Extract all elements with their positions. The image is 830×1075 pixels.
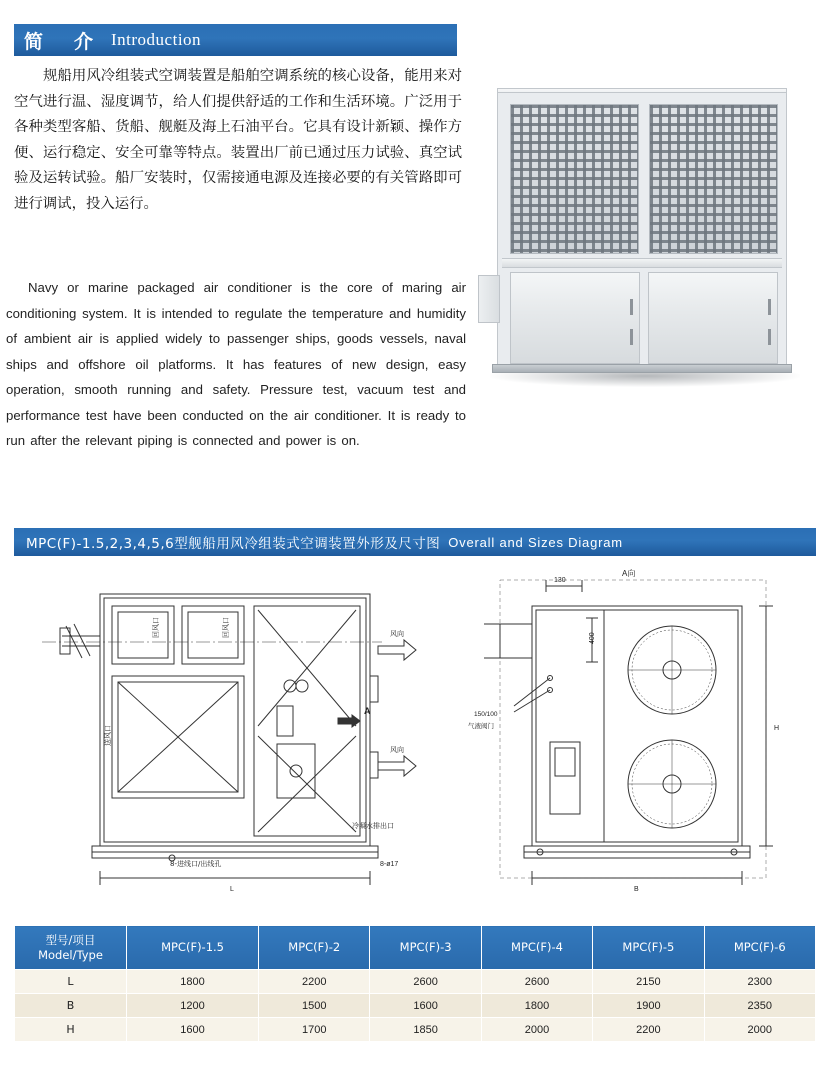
table-header-mpc-2: MPC(F)-2 — [259, 926, 370, 970]
cell-l-3: 2600 — [370, 970, 481, 994]
door-handle-icon — [768, 299, 771, 315]
table-header-row — [15, 926, 816, 970]
cell-h-3: 1850 — [370, 1018, 481, 1042]
cell-l-5: 2150 — [593, 970, 704, 994]
svg-text:风向: 风向 — [390, 630, 404, 638]
table-header-mpc-4: MPC(F)-4 — [481, 926, 592, 970]
svg-text:回风口: 回风口 — [152, 617, 160, 638]
dimensions-table — [14, 925, 816, 1042]
diagram-header-cn: MPC(F)-1.5,2,3,4,5,6型舰船用风冷组装式空调装置外形及尺寸图 — [26, 536, 441, 552]
intro-header-en: Introduction — [111, 30, 202, 49]
cell-b-6: 2350 — [704, 994, 815, 1018]
svg-text:气液阀门: 气液阀门 — [468, 722, 494, 730]
unit-door-right — [648, 272, 778, 364]
cell-b-4: 1800 — [481, 994, 592, 1018]
svg-text:风向: 风向 — [390, 746, 404, 754]
table-row — [15, 970, 816, 994]
svg-text:A向: A向 — [622, 569, 636, 578]
table-row — [15, 994, 816, 1018]
unit-door-left — [510, 272, 640, 364]
svg-text:8-ø17: 8-ø17 — [380, 861, 399, 868]
intro-section-header — [14, 24, 457, 56]
cell-b-3: 1600 — [370, 994, 481, 1018]
svg-text:H: H — [774, 725, 780, 732]
cell-h-6: 2000 — [704, 1018, 815, 1042]
unit-grille-right — [649, 104, 778, 254]
svg-text:150/100: 150/100 — [474, 711, 498, 718]
unit-grille-left — [510, 104, 639, 254]
side-view-drawing — [454, 566, 814, 914]
diagram-section-header — [14, 528, 816, 556]
svg-text:B: B — [634, 886, 639, 893]
svg-text:8-进线口/出线孔: 8-进线口/出线孔 — [170, 860, 222, 868]
cell-b-1: 1200 — [127, 994, 259, 1018]
cell-h-1: 1600 — [127, 1018, 259, 1042]
table-header-model-en: Model/Type — [38, 947, 103, 962]
table-header-mpc-6: MPC(F)-6 — [704, 926, 815, 970]
cell-h-5: 2200 — [593, 1018, 704, 1042]
table-header-model — [15, 926, 127, 970]
unit-side-panel — [478, 275, 500, 323]
svg-text:A: A — [364, 706, 371, 716]
svg-text:回风口: 回风口 — [222, 617, 230, 638]
svg-text:400: 400 — [589, 632, 596, 644]
door-handle-icon — [630, 299, 633, 315]
cell-b-5: 1900 — [593, 994, 704, 1018]
product-photo — [470, 70, 816, 400]
cell-h-2: 1700 — [259, 1018, 370, 1042]
intro-header-cn: 简 介 — [24, 30, 100, 53]
cell-h-4: 2000 — [481, 1018, 592, 1042]
front-elevation-drawing — [22, 566, 442, 914]
intro-paragraph-cn: 规船用风冷组装式空调装置是船舶空调系统的核心设备，能用来对空气进行温、湿度调节，给人们提供舒适的工作和生活环境。广泛用于各种类型客船、货船、舰艇及海上石油平台。它具有设计新颖、操作方便、运行稳定、安全可靠等特点。装置出厂前已通过压力试验、真空试验及运转试验。船厂安装时，仅需接通电源及连接必要的有关管路即可进行调试，投入运行。 — [14, 68, 462, 212]
door-handle-lower-icon — [768, 329, 771, 345]
row-label-h: H — [15, 1018, 127, 1042]
unit-doors — [510, 272, 778, 364]
table-header-mpc-1-5: MPC(F)-1.5 — [127, 926, 259, 970]
row-label-b: B — [15, 994, 127, 1018]
technical-drawings — [14, 566, 816, 914]
cell-l-4: 2600 — [481, 970, 592, 994]
table-header-mpc-3: MPC(F)-3 — [370, 926, 481, 970]
row-label-l: L — [15, 970, 127, 994]
unit-mid-band — [502, 258, 782, 268]
intro-paragraph-en: Navy or marine packaged air conditioner is the core of maring air conditioning system. It is intended to regulate the temperature and humidity of ambient air is applied widely to passenger ships, goods vessels, naval ships and offshore oil platforms. It has features of new design, easy operation, smooth running and safety. Pressure test, vacuum test and performance test have been conducted on the air conditioner. It is ready to run after the relevant piping is connected and power is on. — [6, 280, 466, 448]
door-handle-lower-icon — [630, 329, 633, 345]
cell-l-6: 2300 — [704, 970, 815, 994]
svg-text:送风口: 送风口 — [104, 725, 112, 746]
cell-l-1: 1800 — [127, 970, 259, 994]
cell-l-2: 2200 — [259, 970, 370, 994]
unit-grilles — [510, 104, 778, 254]
table-row — [15, 1018, 816, 1042]
table-header-mpc-5: MPC(F)-5 — [593, 926, 704, 970]
svg-text:冷凝水排出口: 冷凝水排出口 — [352, 822, 394, 830]
unit-base — [492, 364, 792, 373]
svg-text:130: 130 — [554, 577, 566, 584]
svg-text:L: L — [230, 886, 234, 893]
cell-b-2: 1500 — [259, 994, 370, 1018]
table-header-model-cn: 型号/项目 — [45, 932, 96, 947]
diagram-header-en: Overall and Sizes Diagram — [448, 534, 623, 550]
